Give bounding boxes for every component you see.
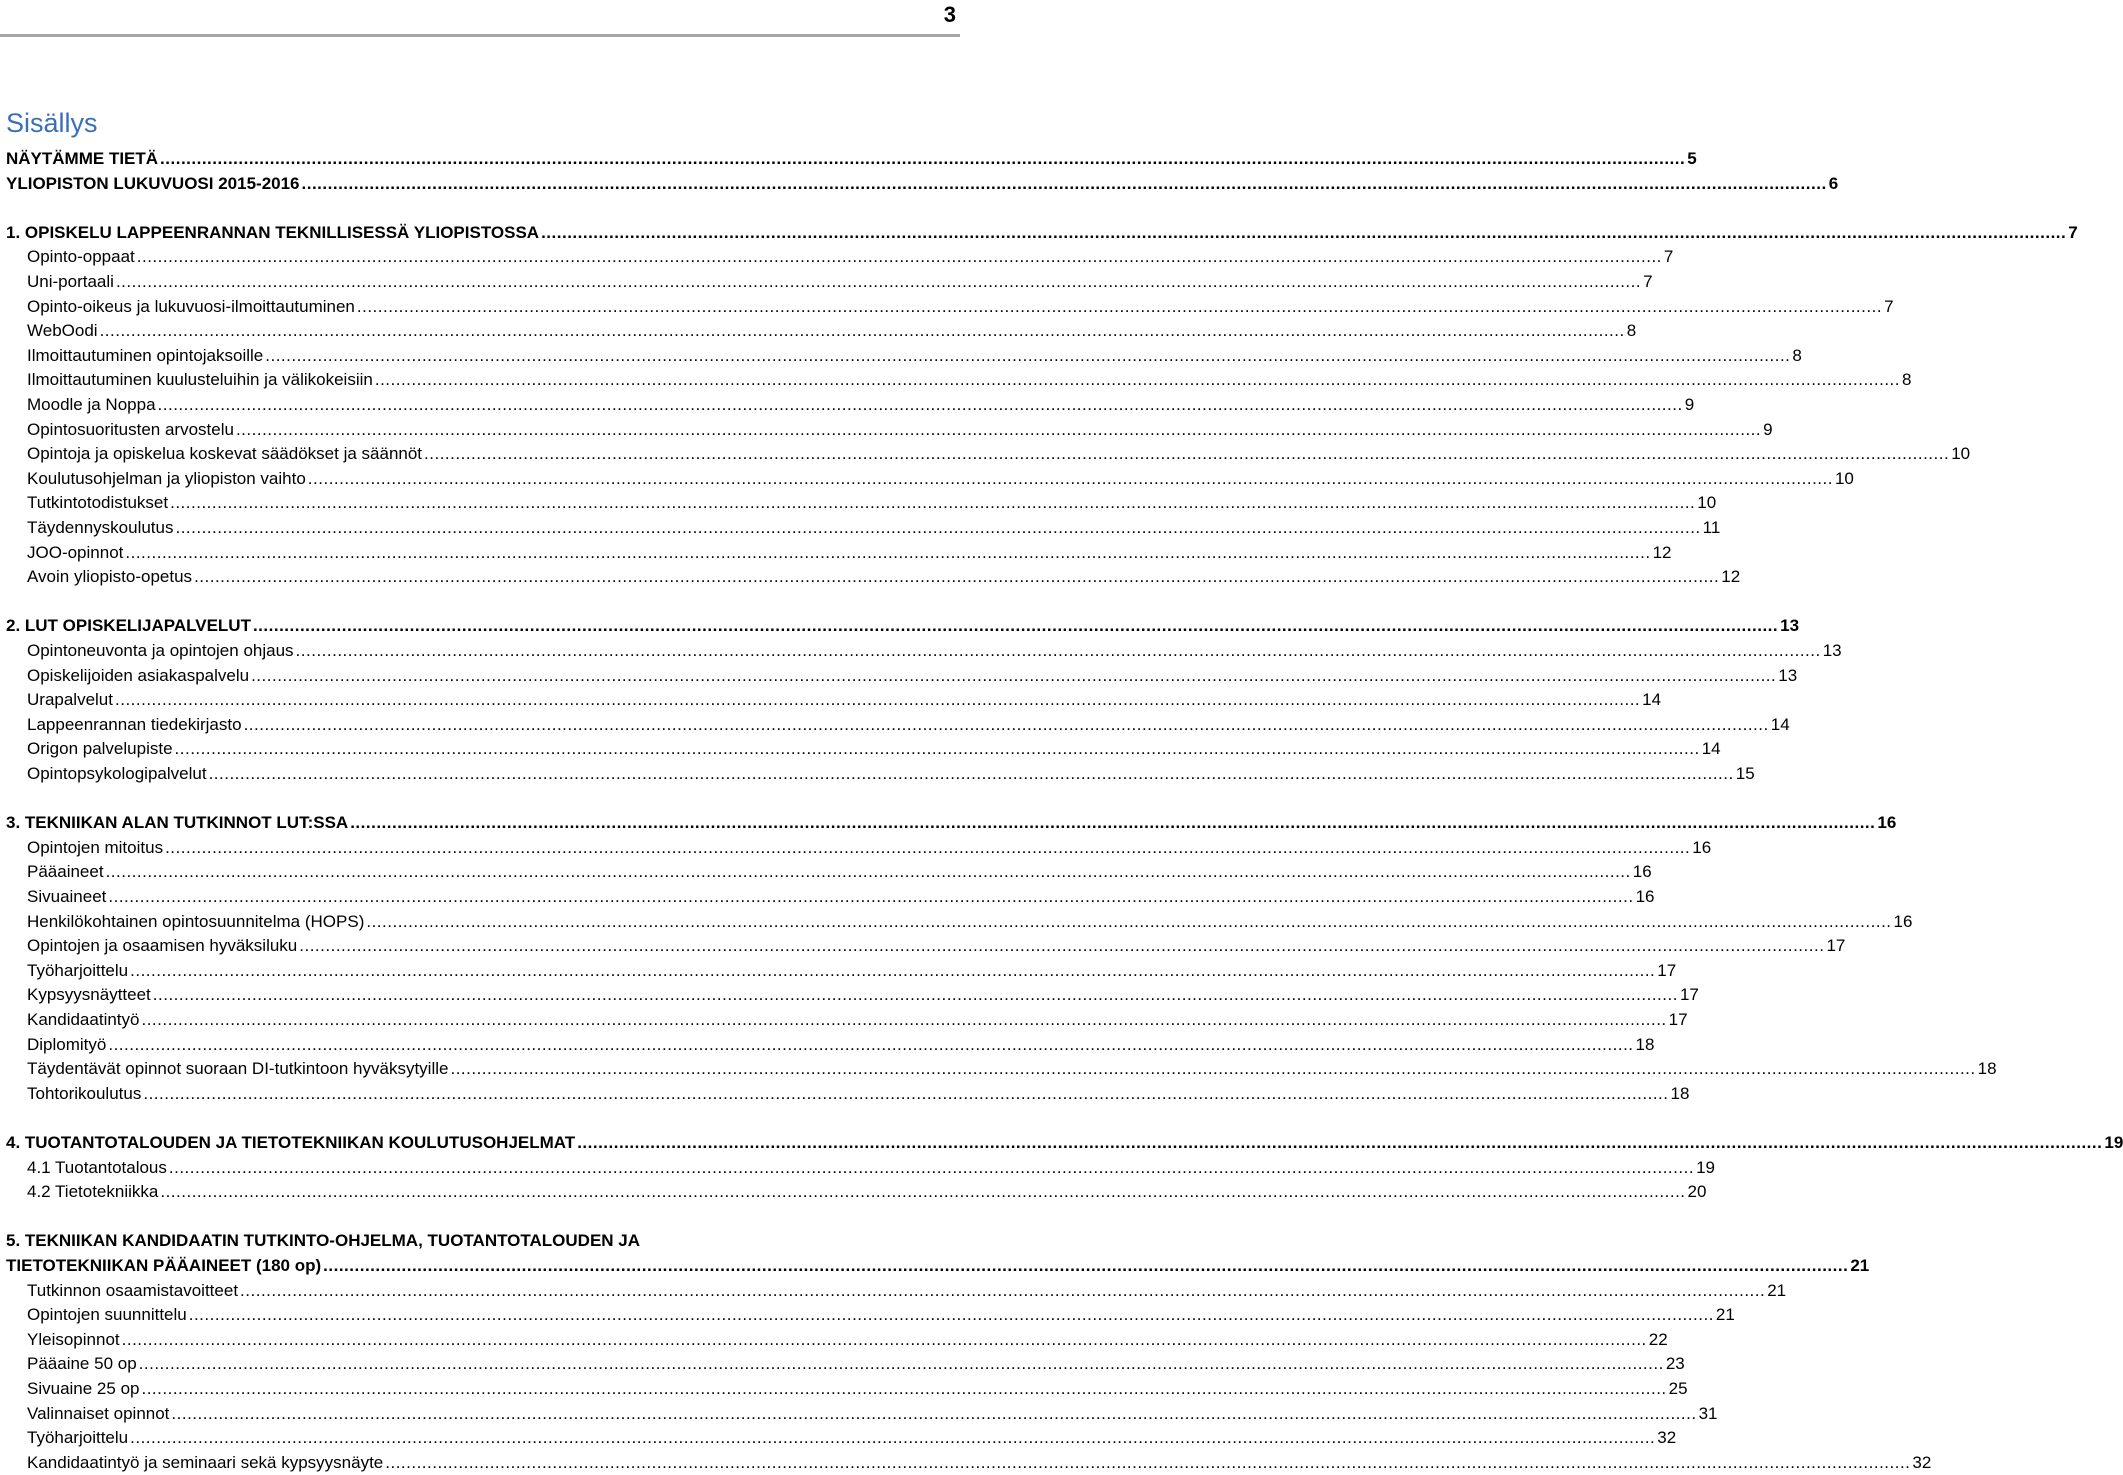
toc-title: Sisällys (6, 108, 98, 138)
toc-entry-page: 18 (1635, 1034, 1655, 1054)
toc-entry[interactable] (0, 1279, 1787, 1304)
toc-entry[interactable] (0, 1033, 1655, 1058)
toc-entry-page: 10 (1834, 468, 1854, 488)
toc-entry-page: 31 (1698, 1403, 1718, 1423)
dot-leader (106, 860, 1631, 885)
toc-entry[interactable] (0, 1180, 1707, 1205)
toc-entry-page: 14 (1642, 690, 1662, 710)
dot-leader (424, 442, 1949, 467)
toc-entry[interactable] (0, 1008, 1688, 1033)
toc-entry-label: WebOodi (27, 321, 98, 341)
dot-leader (116, 270, 1641, 295)
dot-leader (194, 565, 1719, 590)
toc-entry[interactable] (0, 442, 1971, 467)
toc-entry-page: 16 (1632, 862, 1652, 882)
toc-entry-page: 12 (1721, 567, 1741, 587)
dot-leader (160, 147, 1685, 172)
header-rule (0, 34, 960, 37)
toc-entry-label: Sivuaine 25 op (27, 1379, 140, 1398)
toc-entry-page: 17 (1657, 960, 1677, 980)
toc-entry[interactable] (0, 885, 1655, 910)
toc-entry-page: 14 (1770, 714, 1790, 734)
toc-entry[interactable] (0, 172, 1839, 197)
toc-entry[interactable] (0, 1057, 1997, 1082)
toc-entry-label: Opinto-oppaat (27, 247, 135, 267)
toc-entry[interactable] (0, 270, 1653, 295)
dot-leader (350, 811, 1875, 836)
toc-entry-label: Tohtorikoulutus (27, 1083, 142, 1103)
toc-entry[interactable] (0, 1352, 1685, 1377)
toc-entry-page: 7 (1663, 247, 1674, 267)
toc-entry-label-line: 5. TEKNIIKAN KANDIDAATIN TUTKINTO-OHJELMA, TUOTANTOTALOUDEN JA (6, 1231, 641, 1251)
toc-entry-page: 8 (1902, 370, 1912, 390)
toc-entry-page: 17 (1826, 936, 1846, 956)
toc-entry-label: Opintosuoritusten arvostelu (27, 419, 234, 439)
toc-entry-label: Ilmoittautuminen kuulusteluihin ja välikokeisiin (27, 370, 373, 390)
toc-entry-page: 32 (1657, 1428, 1677, 1448)
dot-leader (357, 295, 1882, 320)
toc-entry-label: Valinnaiset opinnot (27, 1403, 170, 1423)
dot-leader (122, 1328, 1647, 1353)
toc-entry-label: Sivuaineet (27, 887, 107, 906)
dot-leader (143, 1082, 1668, 1107)
toc-entry-page: 22 (1648, 1329, 1668, 1349)
toc-entry-page: 9 (1763, 419, 1773, 439)
toc-entry-label: YLIOPISTON LUKUVUOSI 2015-2016 (6, 173, 300, 193)
toc-entry-label: Opintoneuvonta ja opintojen ohjaus (27, 641, 294, 660)
toc-entry-page: 9 (1684, 395, 1695, 414)
toc-entry[interactable] (0, 1156, 1715, 1181)
toc-entry-label: TIETOTEKNIIKAN PÄÄAINEET (180 op) (6, 1256, 322, 1275)
toc-entry-label: 4. TUOTANTOTALOUDEN JA TIETOTEKNIIKAN KOULUTUSOHJELMAT (6, 1133, 576, 1152)
dot-leader (175, 737, 1700, 762)
toc-entry-label: Tutkinnon osaamistavoitteet (27, 1280, 239, 1300)
dot-leader (125, 541, 1650, 566)
dot-leader (169, 1156, 1694, 1181)
toc-entry[interactable] (0, 688, 1662, 713)
dot-leader (251, 664, 1776, 689)
toc-entry-page: 20 (1687, 1182, 1707, 1202)
toc-entry-page: 21 (1850, 1256, 1870, 1275)
dot-leader (171, 1402, 1696, 1427)
toc-entry-label: Tutkintotodistukset (27, 493, 169, 513)
dot-leader (375, 368, 1900, 393)
dot-leader (165, 836, 1690, 861)
toc-entry-label: NÄYTÄMME TIETÄ (6, 149, 159, 168)
toc-entry[interactable] (0, 1377, 1688, 1402)
toc-entry-label: JOO-opinnot (27, 542, 124, 562)
dot-leader (175, 516, 1700, 541)
toc-entry[interactable] (0, 1328, 1668, 1353)
dot-leader (302, 172, 1827, 197)
dot-leader (170, 491, 1695, 516)
toc-entry-label: Lappeenrannan tiedekirjasto (27, 714, 242, 734)
toc-entry[interactable] (0, 221, 2078, 246)
toc-entry-label: 1. OPISKELU LAPPEENRANNAN TEKNILLISESSÄ YLIOPISTOSSA (6, 222, 540, 242)
toc-entry-page: 17 (1679, 985, 1699, 1005)
toc-entry[interactable] (0, 1082, 1690, 1107)
toc-entry-page: 7 (1884, 296, 1894, 316)
toc-entry-label: Kandidaatintyö ja seminaari sekä kypsyysnäyte (27, 1452, 384, 1472)
toc-entry[interactable] (0, 959, 1677, 984)
dot-leader (139, 1352, 1664, 1377)
toc-entry-page: 11 (1702, 518, 1721, 537)
toc-entry[interactable] (0, 147, 1697, 172)
toc-entry-label: Pääaineet (27, 862, 104, 882)
dot-leader (577, 1131, 2102, 1156)
dot-leader (450, 1057, 1975, 1082)
dot-leader (130, 959, 1655, 984)
dot-leader (323, 1254, 1848, 1279)
dot-leader (244, 713, 1769, 738)
toc-entry[interactable] (0, 934, 1846, 959)
toc-entry[interactable] (0, 1426, 1677, 1451)
page-number: 3 (943, 2, 956, 27)
toc-entry-label: Koulutusohjelman ja yliopiston vaihto (27, 468, 306, 488)
toc-entry-label: Opintojen ja osaamisen hyväksiluku (27, 936, 298, 956)
toc-entry-page: 7 (1643, 272, 1653, 291)
toc-entry-page: 25 (1668, 1379, 1688, 1398)
toc-entry[interactable] (0, 811, 1897, 836)
dot-leader (299, 934, 1824, 959)
toc-entry-label: Yleisopinnot (27, 1329, 120, 1349)
toc-entry-label: Työharjoittelu (27, 960, 129, 980)
toc-entry-label: 4.2 Tietotekniikka (27, 1182, 159, 1202)
toc-entry-page: 23 (1665, 1354, 1685, 1374)
dot-leader (130, 1426, 1655, 1451)
toc-entry-page: 15 (1735, 764, 1755, 783)
toc-entry-label: Uni-portaali (27, 272, 114, 291)
toc-entry[interactable] (0, 639, 1842, 664)
toc-entry[interactable] (0, 1303, 1735, 1328)
toc-entry[interactable] (0, 565, 1741, 590)
toc-entry-label: 3. TEKNIIKAN ALAN TUTKINNOT LUT:SSA (6, 813, 349, 833)
toc-entry-page: 12 (1652, 542, 1672, 562)
toc-entry-page: 18 (1977, 1059, 1997, 1079)
toc-entry[interactable] (0, 860, 1652, 885)
toc-entry[interactable] (0, 614, 1800, 639)
toc-entry-page: 13 (1822, 641, 1842, 660)
toc-entry[interactable] (0, 541, 1672, 566)
toc-entry-label: Työharjoittelu (27, 1428, 129, 1448)
toc-entry[interactable] (0, 836, 1712, 861)
dot-leader (253, 614, 1778, 639)
dot-leader (158, 393, 1683, 418)
toc-entry-label: Kandidaatintyö (27, 1010, 140, 1029)
toc-entry-page: 13 (1778, 665, 1798, 685)
toc-entry-page: 16 (1692, 837, 1712, 857)
toc-entry-page: 32 (1912, 1452, 1932, 1472)
dot-leader (240, 1279, 1765, 1304)
toc-entry-label: Opinto-oikeus ja lukuvuosi-ilmoittautuminen (27, 296, 355, 316)
dot-leader (141, 1377, 1666, 1402)
toc-entry-label: Avoin yliopisto-opetus (27, 567, 193, 587)
toc-entry-page: 6 (1828, 173, 1839, 193)
toc-entry[interactable] (0, 983, 1699, 1008)
toc-entry[interactable] (0, 737, 1721, 762)
dot-leader (209, 762, 1734, 787)
toc-entry-page: 10 (1951, 444, 1971, 464)
dot-leader (296, 639, 1821, 664)
toc-entry[interactable] (0, 1402, 1718, 1427)
toc-entry-page: 16 (1635, 887, 1655, 906)
toc-entry[interactable] (0, 295, 1894, 320)
dot-leader (189, 1303, 1714, 1328)
dot-leader (115, 688, 1640, 713)
dot-leader (160, 1180, 1685, 1205)
dot-leader (100, 319, 1625, 344)
dot-leader (137, 245, 1662, 270)
toc-entry[interactable] (0, 1131, 2123, 1156)
toc-entry-label: Diplomityö (27, 1034, 107, 1054)
toc-entry[interactable] (0, 418, 1773, 443)
toc-entry[interactable] (0, 910, 1913, 935)
toc-entry-page: 16 (1893, 911, 1913, 931)
dot-leader (141, 1008, 1666, 1033)
toc-entry-page: 21 (1767, 1280, 1787, 1300)
toc-entry-label: Täydentävät opinnot suoraan DI-tutkintoon hyväksytyille (27, 1059, 449, 1079)
toc-entry[interactable] (0, 713, 1790, 738)
toc-entry-page: 21 (1715, 1305, 1735, 1325)
toc-entry-page: 10 (1697, 493, 1717, 513)
toc-entry-label: Henkilökohtainen opintosuunnitelma (HOPS) (27, 911, 365, 931)
toc-entry-page: 19 (1696, 1157, 1715, 1177)
toc-entry-label: Opiskelijoiden asiakaspalvelu (27, 665, 250, 685)
toc-entry-page: 13 (1780, 616, 1800, 636)
dot-leader (366, 910, 1891, 935)
toc-entry-label: Origon palvelupiste (27, 739, 173, 759)
toc-entry[interactable] (0, 393, 1695, 418)
dot-leader (108, 1033, 1633, 1058)
toc-entry-page: 5 (1687, 149, 1697, 168)
toc-entry-label: Opintopsykologipalvelut (27, 764, 207, 783)
dot-leader (308, 467, 1833, 492)
toc-entry-page: 8 (1626, 321, 1637, 341)
toc-entry-page: 18 (1670, 1083, 1690, 1103)
toc-entry-page: 8 (1792, 345, 1802, 365)
toc-entry-label: Opintojen suunnittelu (27, 1305, 187, 1325)
toc-entry[interactable] (0, 245, 1674, 270)
toc-entry[interactable] (0, 344, 1802, 369)
toc-entry-label: 4.1 Tuotantotalous (27, 1157, 167, 1177)
toc-entry[interactable] (0, 1451, 1932, 1475)
toc-entry-label: Ilmoittautuminen opintojaksoille (27, 345, 264, 365)
toc-entry-label: Pääaine 50 op (27, 1354, 137, 1374)
dot-leader (108, 885, 1633, 910)
dot-leader (153, 983, 1678, 1008)
toc-entry[interactable] (0, 467, 1854, 492)
toc-entry[interactable] (0, 516, 1721, 541)
toc-entry-label: 2. LUT OPISKELIJAPALVELUT (6, 616, 251, 636)
toc-entry[interactable] (0, 319, 1637, 344)
toc-entry-label: Kypsyysnäytteet (27, 985, 151, 1005)
toc-entry-label: Moodle ja Noppa (27, 395, 156, 414)
toc-entry-page: 14 (1701, 739, 1721, 759)
toc-entry[interactable] (0, 491, 1717, 516)
dot-leader (385, 1451, 1910, 1475)
toc-entry[interactable] (0, 664, 1798, 689)
toc-entry-label: Opintojen mitoitus (27, 837, 164, 857)
dot-leader (541, 221, 2066, 246)
toc-entry[interactable] (0, 762, 1755, 787)
toc-entry-page: 7 (2068, 222, 2078, 242)
toc-entry-page: 16 (1877, 813, 1897, 833)
toc-entry[interactable] (0, 368, 1912, 393)
toc-entry-label: Täydennyskoulutus (27, 518, 174, 537)
toc-entry-label: Urapalvelut (27, 690, 113, 710)
dot-leader (236, 418, 1761, 443)
toc-entry-page: 17 (1668, 1010, 1688, 1029)
toc-entry[interactable] (0, 1254, 1870, 1279)
toc-entry-label: Opintoja ja opiskelua koskevat säädökset ja säännöt (27, 444, 423, 464)
toc-entry-page: 19 (2104, 1133, 2123, 1152)
dot-leader (265, 344, 1790, 369)
